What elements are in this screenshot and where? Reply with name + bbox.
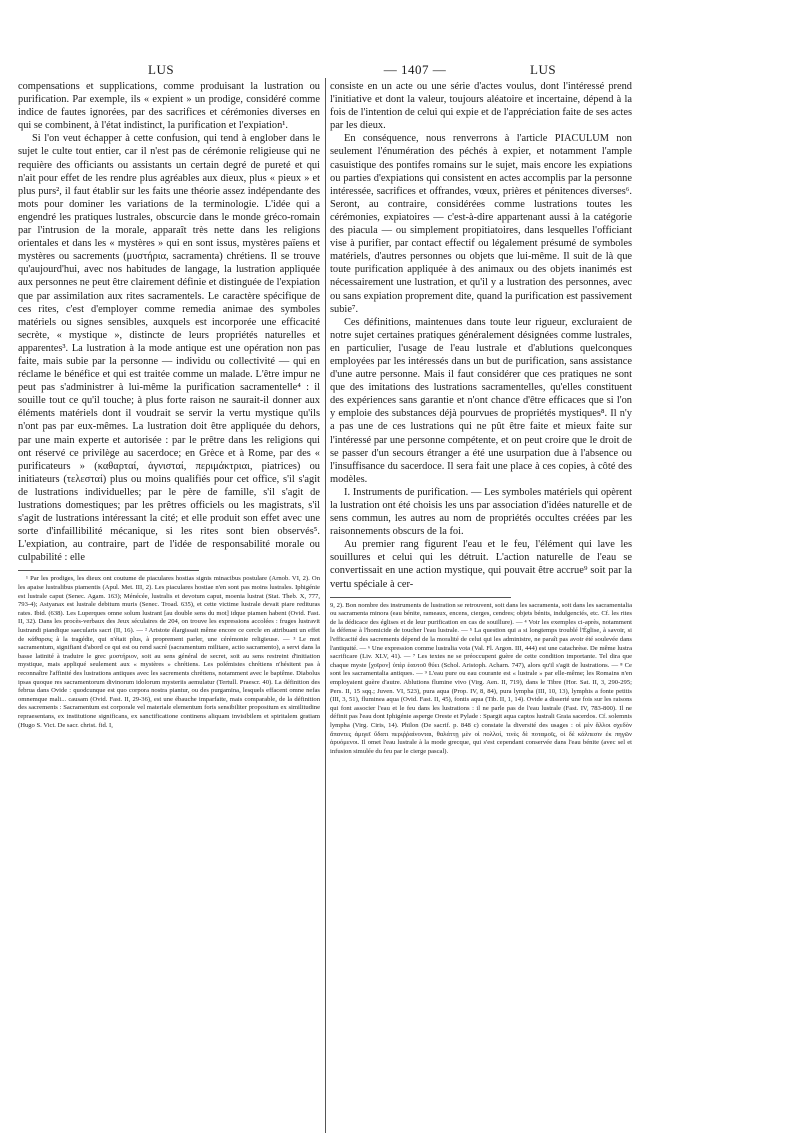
paragraph: consiste en un acte ou une série d'actes voulus, dont l'intéressé prend l'initiative et dont la valeur, toujours aléatoire et incertaine, dépend à la fois de l'intention de celui qui expie et de l'appréciation faite de ses actes par les dieux. <box>330 81 632 132</box>
page-number: — 1407 — <box>383 62 447 77</box>
left-footnotes <box>18 575 320 730</box>
paragraph: Si l'on veut échapper à cette confusion, qui tend à englober dans le sujet le culte tout entier, car il n'est pas de cérémonie religieuse qui ne requière des officiants ou assistants un certain degré de pureté et qui n'ait pour effet de les rendre plus agréables aux dieux, plus « pieux » et plus purs², il faut établir sur les faits une théorie assez indépendante des mots pour dominer les variations de la terminologie. L'idée qui a engendré les pratiques lustrales, obscurcie dans le monde gréco-romain par l'intrusion de la morale, apparaît très nette dans les religions orientales et dans les « mystères » qui en sont issus, mystères païens et mystères ou sacrements (μυστήρια, sacramenta) chrétiens. Il se trouve qu'aujourd'hui, avec nos habitudes de langage, la lustration appliquée aux personnes ne peut être clairement définie et distinguée de l'expiation que par assimilation aux rites sacramentels. Le caractère spécifique de ces rites, c'est d'employer comme remedia animae des symboles matériels ou signes sensibles, auxquels est incorporée une efficacité secrète, « mystique », distincte de leurs propriétés naturelles et apparentes³. La lustration à la mode antique est une opération non pas faite, mais subie par la personne — individu ou collectivité — qui en réclame le bénéfice et qui est traitée comme un malade. L'être impur ne peut pas s'administrer à lui-même la purification sacramentelle⁴ : il souille tout ce qu'il touche; à plus forte raison ne saurait-il donner aux éléments matériels dont il voudrait se servir la vertu mystique qu'ils n'ont pas par eux-mêmes. La lustration doit être appliquée du dehors, par une main experte et autorisée : par le prêtre dans les religions qui ont réservé ce privilège au sacerdoce; en Grèce et à Rome, par des « purificateurs » (καθαρταί, ἁγνισταί, περιμάκτριαι, piatrices) ou initiateurs (τελεσταί) plus ou moins qualifiés pour cet office, s'il s'agit de lustrations individuelles; par le père de famille, s'il s'agit de lustrations domestiques; par les prêtres officiels ou les magistrats, s'il s'agit de lustrations intéressant la cité; et elle produit son effet avec une sorte d'infaillibilité mécanique, si les rites sont bien observés⁵. L'expiation, au contraire, part de l'idée de responsabilité morale ou culpabilité : elle <box>18 133 320 564</box>
section-heading-paragraph: I. Instruments de purification. — Les symboles matériels qui opèrent la lustration ont été choisis les uns par association d'idées naturelle et de sens commun, les autres au nom de propriétés occultes créées par les raisonnements obscurs de la foi. <box>330 486 632 538</box>
running-head-right: LUS <box>530 62 557 77</box>
paragraph: En conséquence, nous renverrons à l'article PIACULUM non seulement l'énumération des péchés à expier, et notamment l'ample casuistique des pontifes romains sur le sujet, mais encore les expiations ou parties d'expiations qui consistent en actes accomplis par la personne intéressée, sacrifices et offrandes, vœux, prières et pénitences diverses⁶. Seront, au contraire, considérées comme lustrations toutes les cérémonies, expiatoires — c'est-à-dire appartenant aussi à la catégorie des piacula — ou simplement propitiatoires, dans lesquelles l'officiant vise à purifier, par contact effectif ou légalement présumé de symboles matériels, d'autres personnes ou objets que lui-même. Il suit de là que toute purification appliquée à des animaux ou des objets inanimés est nécessairement une lustration, et qu'il y a lustration des personnes, avec ou sans expiation proprement dite, quand la purification est passivement subie⁷. <box>330 133 632 315</box>
footnote: 9, 2). Bon nombre des instruments de lustration se retrouvent, soit dans les sacramenta, soit dans les sacramentalia ou sacramenta minora (eau bénite, rameaux, encens, cierges, cendres; objets bénits, indulgenciés, etc. Cf. les rites de la dédicace des églises et de leur purification en cas de souillure). — ⁴ Voir les exemples ci-après, notamment la défense à l'homicide de toucher l'eau lustrale. — ⁵ La question qui a si longtemps troublé l'Église, à savoir, si l'efficacité des sacrements dépend de la moralité de celui qui les administre, ne paraît pas avoir été soulevée dans l'antiquité. — ⁶ Une expression comme lustralia vota (Val. Fl. Argon. III, 444) est une catachrèse. De même lustra sacrificare (Liv. XLV, 41). — ⁷ Les textes ne se préoccupent guère de cette condition importante. Tel dira que chaque myste [χοῖρον] ὑπὲρ ἑαυτοῦ θύει (Schol. Aristoph. Acharn. 747), alors qu'il s'agit de lustrations. — ⁸ Ce sont les sacramentalia antiques. — ⁹ L'eau pure ou eau courante est « lustrale » par elle-même; les Romains n'en employaient guère d'autre. Ablutions flumine vivo (Virg. Aen. II, 719), dans le Tibre (Hor. Sat. II, 3, 290-295; Pers. II, 15 sqq.; Juven. VI, 523), pura aqua (Prop. IV, 8, 84), pura lympha (III, 10, 13), lymphis a fonte petitis (III, 3, 51), fluminea aqua (Ovid. Fast. II, 45), fontis aqua (Tib. II, 1, 14). Ovide a disserté une fois sur les raisons qui font associer l'eau et le feu dans les lustrations : il ne parle pas de l'eau lustrale (Fast. IV, 783-800). Il ne définit pas l'eau dont Iphigénie asperge Oreste et Pylade : Spargit aqua captos lustrali Graia sacerdos. Cf. solemnis lympha (Virg. Ciris, 14). Philon (De sacrif. p. 848 c) constate la diversité des usages : οἱ μὲν ἄλλοι σχεδὸν ἅπαντες ἀμιγεῖ ὕδατι περιῤῥαίνονται, θαλάττῃ μὲν οἱ πολλοί, τινὲς δὲ ποταμοῖς, οἱ δὲ κάλπεσιν ἐκ πηγῶν ἀρυόμενοι. Il omet l'eau lustrale à la mode grecque, qui s'est cependant conservée dans l'eau bénite (avec sel et infusion simulée du feu par le cierge pascal). <box>330 601 632 755</box>
paragraph: Ces définitions, maintenues dans toute leur rigueur, excluraient de notre sujet certaines pratiques généralement désignées comme lustrales, en particulier, l'usage de l'eau lustrale et d'ablutions quelconques employées par les intéressés dans un but de purification, sans assistance d'une autre personne. Mais il faut considérer que ces pratiques ne sont que des imitations des lustrations sacramentelles, qu'elles constituent des expériences sans garantie et n'ont chance d'être efficaces que si l'on y emploie des substances déjà pourvues de propriétés mystiques⁸. Il n'y a pas une de ces lustrations qui ne pût être faite et mieux faite sur l'intéressé par une personne compétente, et on peut croire que le droit de se passer d'un secours étranger a été une usurpation due à l'absence ou l'insuffisance du sacerdoce. Il sera fait une place à ces copies, à côté des modèles. <box>330 316 632 485</box>
footnote: ¹ Par les prodiges, les dieux ont coutume de piaculares hostias signis minacibus postulare (Arnob. VI, 2). On les apaise lustralibus piamentis (Apul. Met. III, 2). Les piaculares hostiae n'en sont pas moins lustrales. Iphigénie est lustrale caput (Senec. Agam. 163); Ménécée, lustralis et devotum caput, moenia lustrat (Stat. Theb. X, 777, 793-4); Astyanax est lustrale debitum muris (Senec. Troad. 635), et cette victime lustrale devait piare redituras rates. Ibid. (638). Les Luperques omne solum lustrant [au double sens du mot] idque piamen habent (Ovid. Fast. II, 32). Dans les procès-verbaux des Jeux séculaires de 204, on trouve les expressions accolées : fruges lustravit lustrandi piandique saecularis sacri (II, 16). — ² Aristote élargissait même encore ce cercle en attribuant un effet de κάθαρσις à la tragédie, qui n'était plus, à proprement parler, une cérémonie religieuse. — ³ Le mot sacramentum, signifiant d'abord ce qui est ou rend sacré (sacramentum militare, actio sacramento), a servi dans la basse latinité à traduire le grec μυστήριον, soit au sens général de secret, soit au sens restreint d'initiation mystique, mais appliqué seulement aux « mystères » chrétiens. Les polémistes chrétiens n'hésitent pas à reconnaître l'affinité des lustrations antiques avec les sacrements chrétiens, notamment avec le baptême. Diabolus ipsas quoque res sacramentorum divinorum idolorum mysteriis aemulatur (Tertull. Praescr. 40). La définition des februa dans Ovide : quodcunque est quo corpora nostra piantur, ou des purgamina, lesquels effacent omne nefas omnemque mali... causam (Ovid. Fast. II, 29-36), est une ébauche imparfaite, mais comparable, de la définition des sacrements : Sacramentum est corporale vel materiale elementum foris sensibiliter propositum ex similitudine repraesentans, ex institutione significans, ex sanctificatione continens aliquam invisibilem et spiritalem gratiam (Hugo S. Vict. De sacr. christ. fid. I, <box>18 575 320 729</box>
right-footnotes <box>330 602 632 757</box>
right-column <box>330 80 632 756</box>
footnote-rule <box>18 570 199 571</box>
left-column <box>18 80 320 730</box>
column-divider <box>325 78 326 1133</box>
left-body <box>18 80 320 564</box>
paragraph: compensations et supplications, comme produisant la lustration ou purification. Par exemple, ils « expient » un prodige, considéré comme indice de fautes ignorées, par des sacrifices et cérémonies diverses en qui se combinent, à l'état indistinct, la purification et l'expiation¹. <box>18 81 320 132</box>
paragraph: Au premier rang figurent l'eau et le feu, l'élément qui lave les souillures et celui qui les détruit. L'action naturelle de l'eau se convertissait en une action mystique, qui pouvait être accrue⁹ soit par la vertu spéciale à cer- <box>330 539 632 590</box>
right-body <box>330 80 632 591</box>
footnote-rule <box>330 597 511 598</box>
running-head-left: LUS <box>148 62 175 77</box>
